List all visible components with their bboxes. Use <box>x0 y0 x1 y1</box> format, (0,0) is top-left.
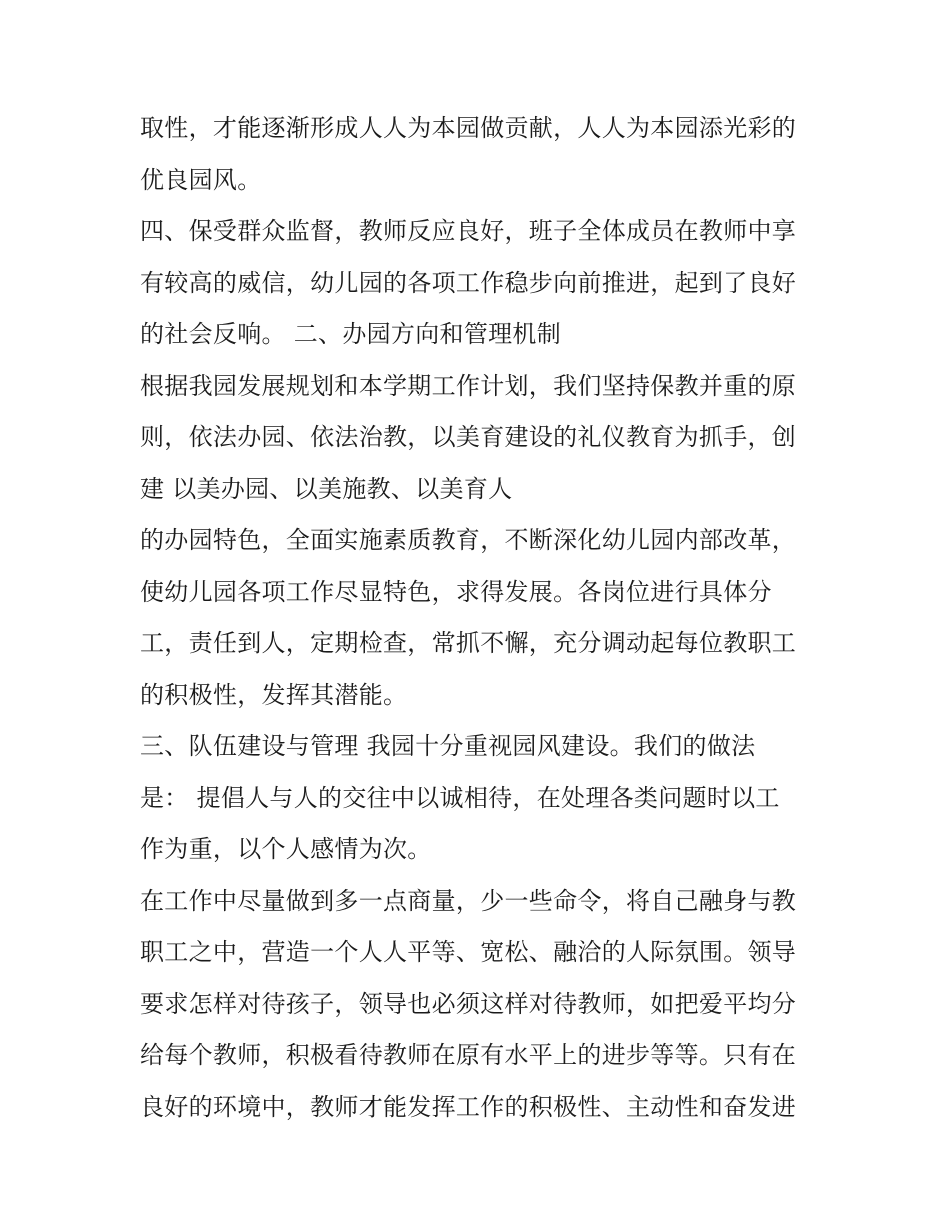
text-line: 根据我园发展规划和本学期工作计划，我们坚持保教并重的原 <box>140 371 797 400</box>
text-line: 是： 提倡人与人的交往中以诚相待，在处理各类问题时以工 <box>140 783 780 812</box>
text-line: 的积极性，发挥其潜能。 <box>140 680 408 709</box>
text-line: 建 以美办园、以美施教、以美育人 <box>140 474 513 503</box>
body-text <box>140 103 830 1133</box>
text-line: 职工之中，营造一个人人平等、宽松、融洽的人际氛围。领导 <box>140 938 797 966</box>
text-line: 三、队伍建设与管理 我园十分重视园风建设。我们的做法 <box>140 732 756 760</box>
text-line: 取性，才能逐渐形成人人为本园做贡献，人人为本园添光彩的 <box>140 114 797 142</box>
text-line: 的社会反响。 二、办园方向和管理机制 <box>140 320 562 348</box>
text-line: 使幼儿园各项工作尽显特色，求得发展。各岗位进行具体分 <box>140 577 772 606</box>
text-line: 给每个教师，积极看待教师在原有水平上的进步等等。只有在 <box>140 1041 797 1069</box>
text-line: 的办园特色，全面实施素质教育，不断深化幼儿园内部改革， <box>140 526 797 554</box>
text-line: 要求怎样对待孩子，领导也必须这样对待教师，如把爱平均分 <box>140 989 797 1018</box>
text-line: 在工作中尽量做到多一点商量，少一些命令，将自己融身与教 <box>140 886 797 915</box>
text-line: 则，依法办园、依法治教，以美育建设的礼仪教育为抓手，创 <box>140 423 797 451</box>
text-line: 良好的环境中，教师才能发挥工作的积极性、主动性和奋发进 <box>140 1092 797 1121</box>
text-line: 优良园风。 <box>140 165 262 194</box>
text-line: 工，责任到人，定期检查，常抓不懈，充分调动起每位教职工 <box>140 629 797 657</box>
text-line: 有较高的威信，幼儿园的各项工作稳步向前推进，起到了良好 <box>140 268 797 297</box>
text-line: 作为重，以个人感情为次。 <box>140 835 432 863</box>
text-line: 四、保受群众监督，教师反应良好，班子全体成员在教师中享 <box>140 217 797 245</box>
